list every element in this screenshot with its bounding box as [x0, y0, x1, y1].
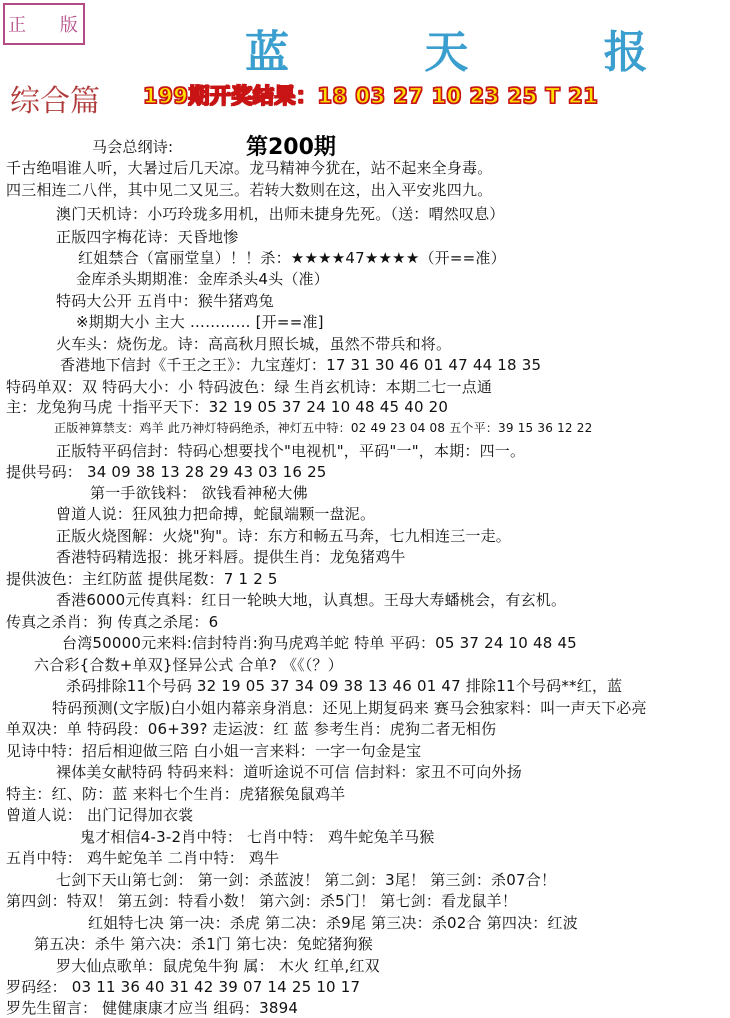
text-line: 特码单双：双 特码大小：小 特码波色：绿 生肖玄机诗：本期二七一点通	[6, 378, 493, 396]
section-title: 综合篇	[10, 84, 100, 119]
text-line: 见诗中特：招后相迎做三陪 白小姐一言来料：一字一句金是宝	[6, 742, 422, 760]
text-line: 七剑下天山第七剑： 第一剑：杀蓝波！ 第二剑：3尾！ 第三剑：杀07合！	[56, 871, 557, 889]
authentic-stamp: 正 版	[3, 3, 85, 45]
text-line: 裸体美女献特码 特码来料：道听途说不可信 信封料：家丑不可向外扬	[56, 763, 522, 781]
draw-result: 199期开奖结果：18 03 27 10 23 25 T 21	[143, 84, 599, 108]
text-line: 单双决：单 特码段：06+39? 走运波：红 蓝 参考生肖：虎狗二者无相伤	[6, 720, 497, 738]
text-line: 香港6000元传真料：红日一轮映大地，认真想。王母大寿蟠桃会，有玄机。	[56, 591, 567, 609]
text-line: 罗码经： 03 11 36 40 31 42 39 07 14 25 10 17	[6, 978, 361, 996]
text-line: 台湾50000元来料:信封特肖:狗马虎鸡羊蛇 特单 平码：05 37 24 10 48 45	[62, 634, 577, 652]
text-line: ※期期大小 主大 ………… [开==准]	[76, 313, 324, 331]
text-line: 正版火烧图解：火烧"狗"。诗：东方和畅五马奔，七九相连三一走。	[56, 527, 512, 545]
text-line: 曾道人说： 出门记得加衣裳	[6, 806, 194, 824]
text-line: 正版神算禁支：鸡羊 此乃神灯特码绝杀，神灯五中特：02 49 23 04 08 五个平：39 15 36 12 22	[54, 421, 593, 435]
text-line: 主：龙兔狗马虎 十指平天下：32 19 05 37 24 10 48 45 40 20	[6, 398, 449, 416]
text-line: 千古绝唱谁人听，大暑过后几天凉。龙马精神今犹在，站不起来全身毒。	[6, 159, 493, 177]
text-line: 香港特码精选报：挑牙料唇。提供生肖：龙兔猪鸡牛	[56, 548, 406, 566]
text-line: 红姐禁合（富丽堂皇）！！杀：★★★★47★★★★（开==准）	[78, 249, 506, 267]
text-line: 罗大仙点歌单：鼠虎兔牛狗 属： 木火 红单,红双	[56, 957, 380, 975]
text-line: 香港地下信封《千王之王》：九宝莲灯：17 31 30 46 01 47 44 18 35	[60, 356, 542, 374]
text-line: 曾道人说：狂风独力把命搏，蛇鼠端颗一盘泥。	[56, 505, 376, 523]
text-line: 第四剑：特双！ 第五剑：特看小数！ 第六剑：杀5门！ 第七剑：看龙鼠羊！	[6, 892, 518, 910]
text-line: 正版特平码信封：特码心想要找个"电视机"，平码"一"，本期：四一。	[56, 442, 526, 460]
text-line: 杀码排除11个号码 32 19 05 37 34 09 38 13 46 01 47 排除11个号码**红，蓝	[66, 677, 623, 695]
text-line: 红姐特七决 第一决：杀虎 第二决：杀9尾 第三决：杀02合 第四决：红波	[88, 914, 578, 932]
text-line: 金库杀头期期准：金库杀头4头（准）	[76, 270, 329, 288]
text-line: 特码预测(文字版)白小姐内幕亲身消息：还见上期复码来 赛马会独家料：叫一声天下必亮	[52, 699, 647, 717]
text-line: 提供波色：主红防蓝 提供尾数：7 1 2 5	[6, 570, 278, 588]
text-line: 火车头：烧伤龙。诗：高高秋月照长城，虽然不带兵和将。	[56, 335, 452, 353]
newspaper-masthead: 蓝 天 报	[245, 27, 708, 78]
text-line: 特主：红、防：蓝 来料七个生肖：虎猪猴兔鼠鸡羊	[6, 785, 346, 803]
text-line: 第一手欲钱料： 欲钱看神秘大佛	[90, 484, 308, 502]
text-line: 提供号码： 34 09 38 13 28 29 43 03 16 25	[6, 463, 327, 481]
text-line: 五肖中特： 鸡牛蛇兔羊 二肖中特： 鸡牛	[6, 849, 280, 867]
issue-number: 第200期	[246, 135, 336, 160]
text-line: 罗先生留言： 健健康康才应当 组码：3894	[6, 999, 299, 1017]
text-line: 特码大公开 五肖中：猴牛猪鸡兔	[56, 292, 274, 310]
text-line: 澳门天机诗：小巧玲珑多用机，出师未捷身先死。（送：喟然叹息）	[56, 205, 505, 223]
text-line: 第五决：杀牛 第六决：杀1门 第七决：兔蛇猪狗猴	[34, 935, 373, 953]
text-line: 马会总纲诗:	[92, 138, 174, 156]
text-line: 正版四字梅花诗：天昏地惨	[56, 228, 239, 246]
text-line: 传真之杀肖：狗 传真之杀尾：6	[6, 613, 219, 631]
text-line: 四三相连二八伴，其中见二又见三。若转大数则在这，出入平安兆四九。	[6, 181, 493, 199]
text-line: 鬼才相信4-3-2肖中特： 七肖中特： 鸡牛蛇兔羊马猴	[80, 828, 435, 846]
text-line: 六合彩{合数+单双}怪异公式 合单? 《《（？）	[34, 656, 343, 674]
